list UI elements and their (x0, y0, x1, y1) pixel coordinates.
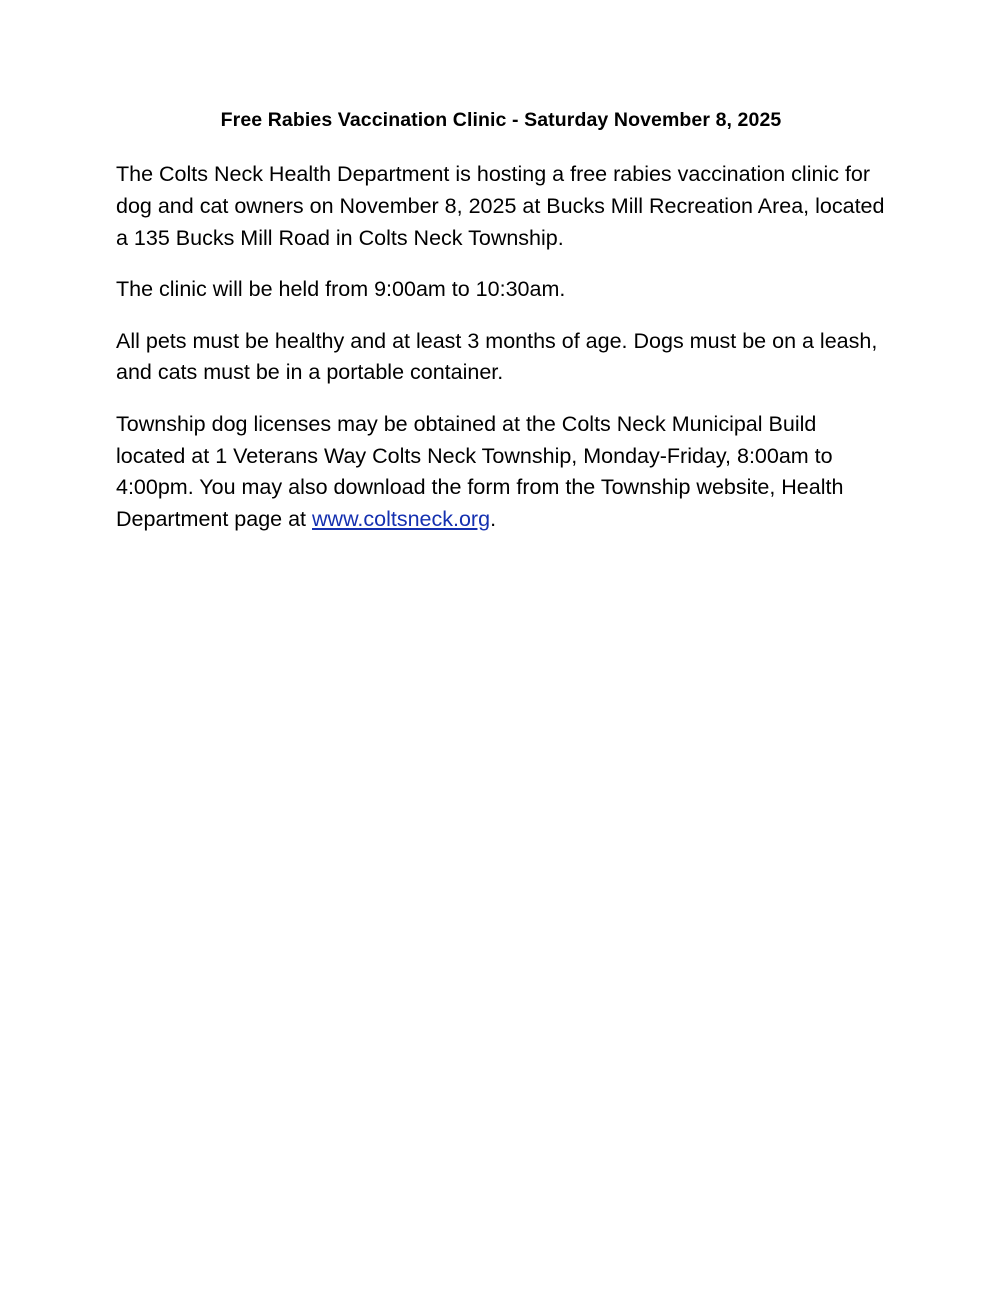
coltsneck-website-link[interactable]: www.coltsneck.org (312, 506, 491, 531)
paragraph-hours: The clinic will be held from 9:00am to 10:30am. (116, 277, 566, 302)
paragraph-intro: The Colts Neck Health Department is hosting a free rabies vaccination clinic for dog and cat owners on November 8, 2025 at Bucks Mill Recreation Area, located a 135 Bucks Mill Road in Colts Neck Township. (116, 162, 885, 250)
paragraph-licenses (116, 409, 886, 535)
licenses-text-after-link: . (490, 506, 497, 531)
paragraph-requirements: All pets must be healthy and at least 3 months of age. Dogs must be on a leash, and cats must be in a portable container. (116, 328, 878, 385)
licenses-text-before-link: Township dog licenses may be obtained at the Colts Neck Municipal Build located at 1 Veterans Way Colts Neck Township, Monday-Friday, 8:00am to 4:00pm. You may also download the form from the Township website, Health Department page at (116, 411, 844, 531)
page-title: Free Rabies Vaccination Clinic - Saturday November 8, 2025 (220, 109, 782, 131)
document-body (116, 108, 886, 535)
